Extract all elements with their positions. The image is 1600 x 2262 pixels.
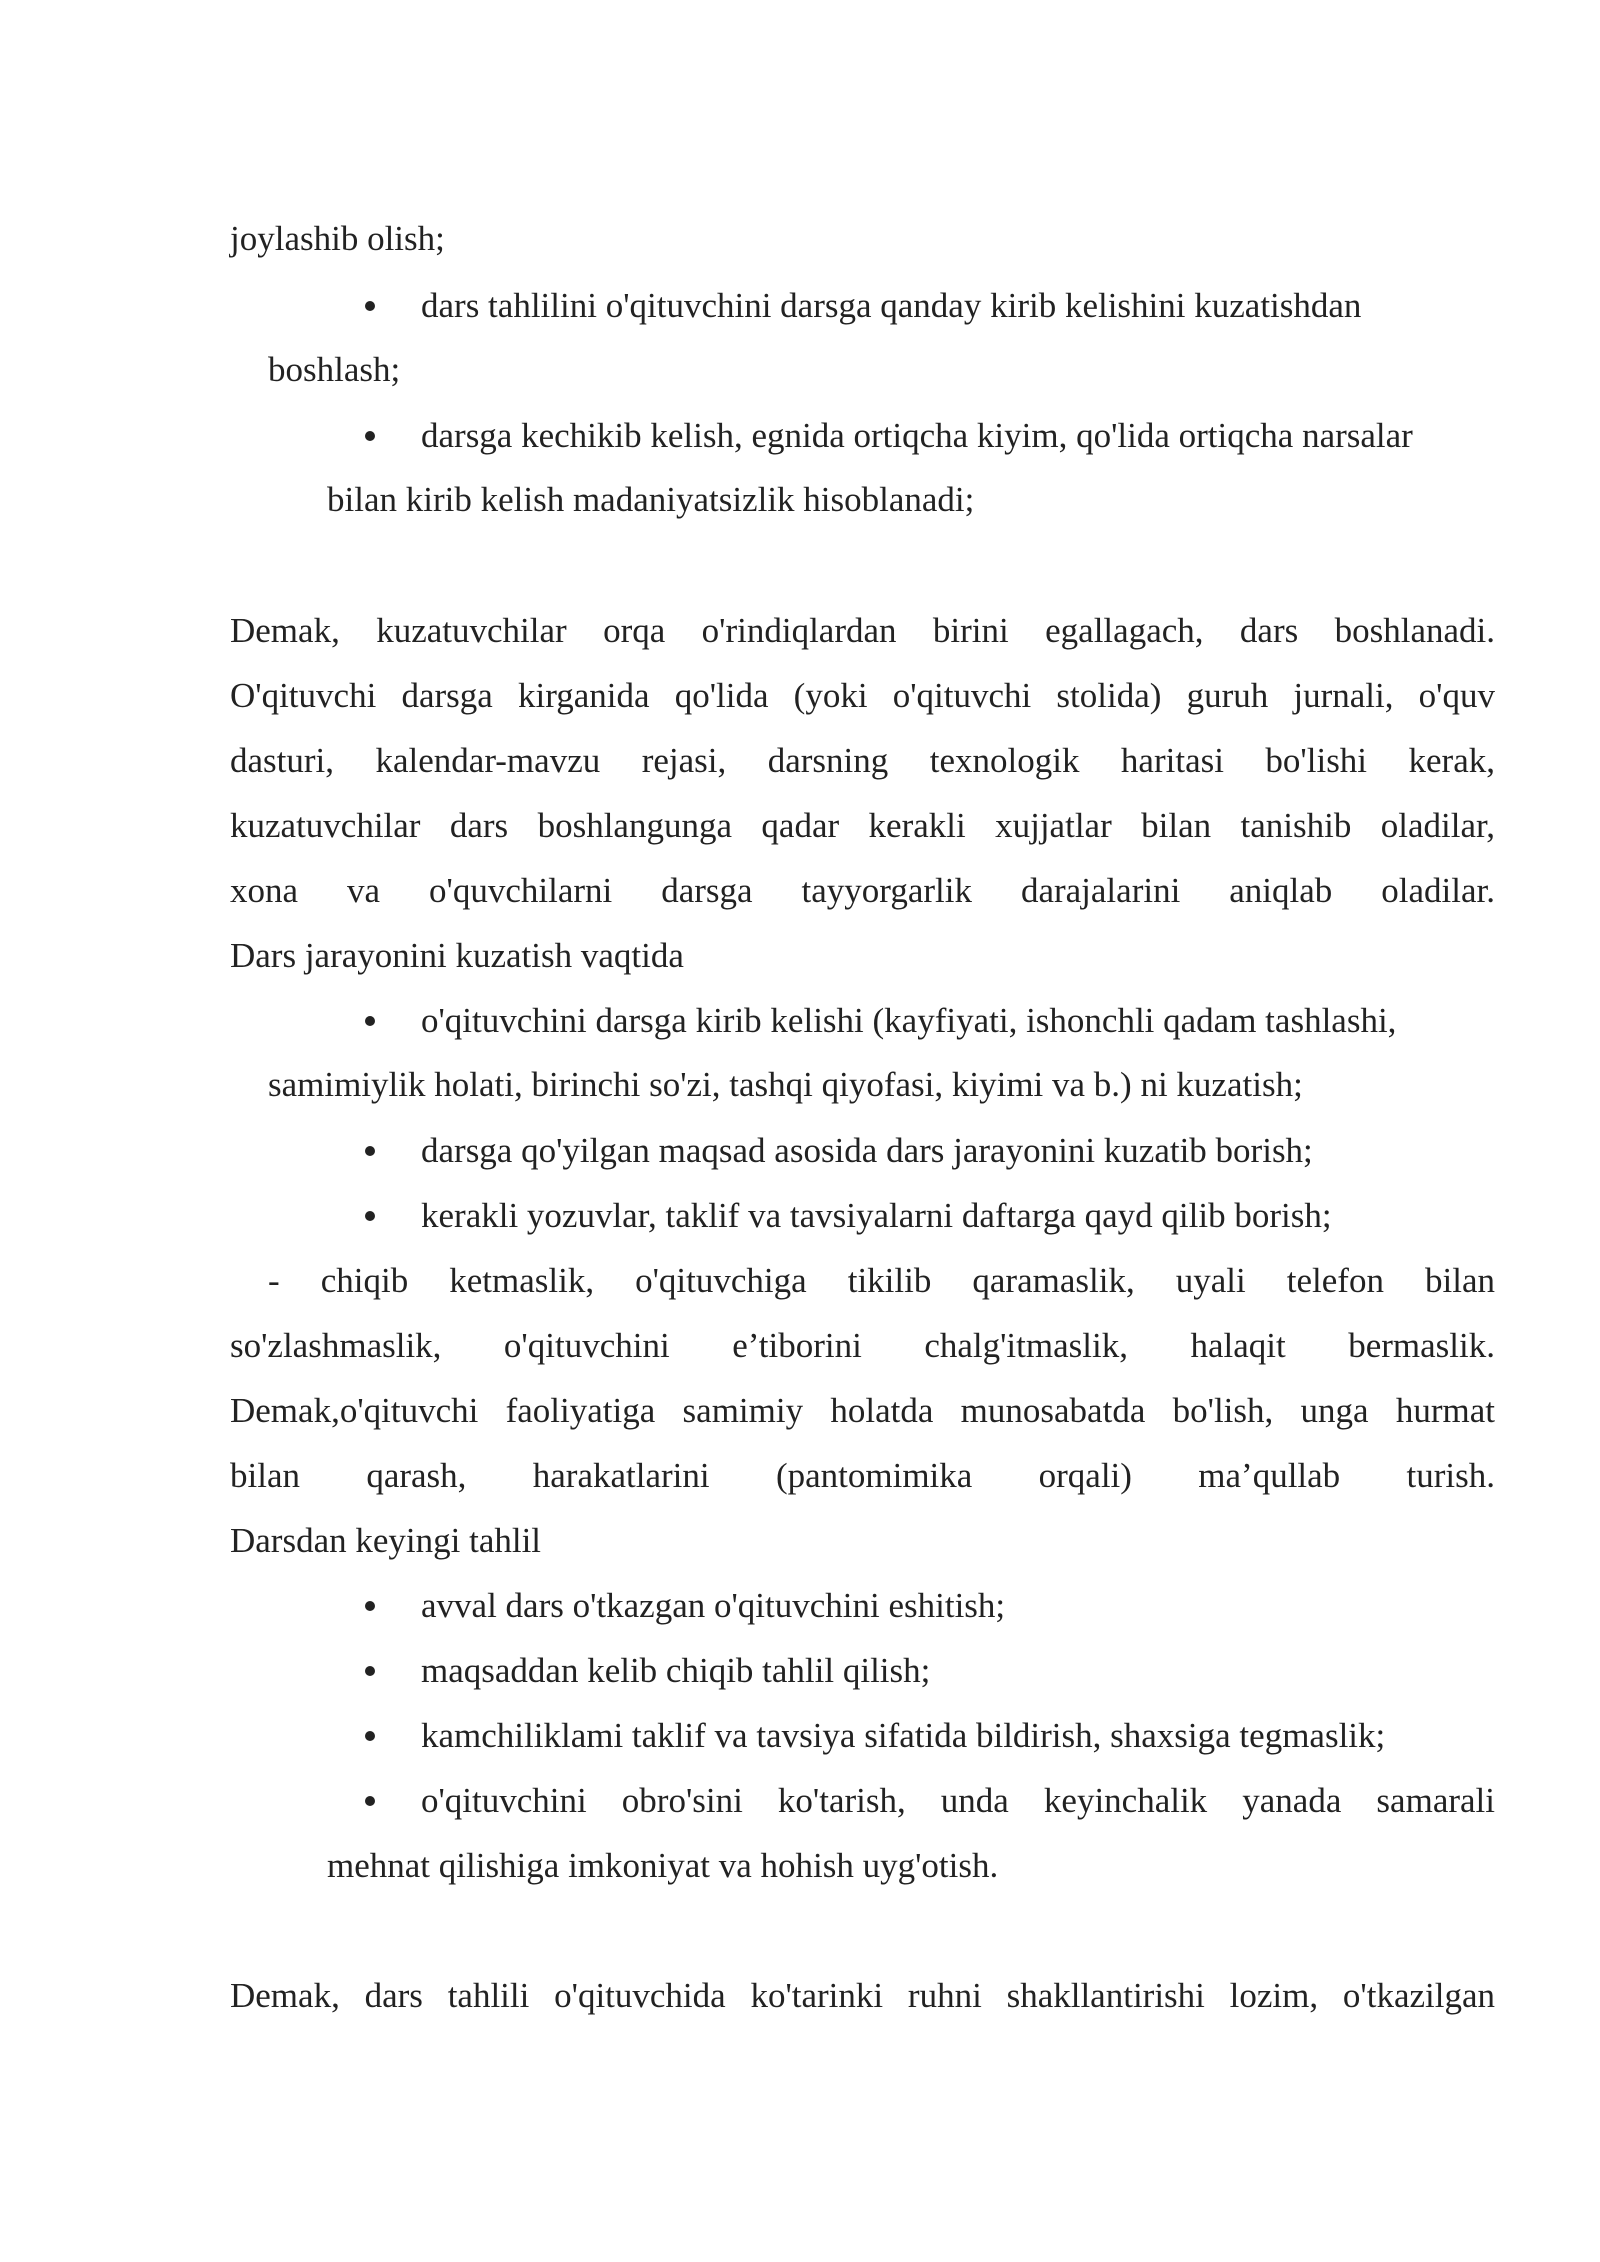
bullet-item: o'qituvchini obro'sini ko'tarish, unda keyinchalik yanada samarali <box>421 1781 1495 1820</box>
bullet-item: kamchiliklami taklif va tavsiya sifatida bildirish, shaxsiga tegmaslik; <box>421 1716 1386 1755</box>
bullet-icon <box>365 431 375 441</box>
bullet-icon <box>365 1796 375 1806</box>
bullet-icon <box>365 1211 375 1221</box>
paragraph-line: Dars jarayonini kuzatish vaqtida <box>230 936 684 975</box>
bullet-item: o'qituvchini darsga kirib kelishi (kayfiyati, ishonchli qadam tashlashi, <box>421 1001 1397 1040</box>
paragraph-line: Demak, kuzatuvchilar orqa o'rindiqlardan birini egallagach, dars boshlanadi. <box>230 611 1495 650</box>
paragraph-line: O'qituvchi darsga kirganida qo'lida (yoki o'qituvchi stolida) guruh jurnali, o'quv <box>230 676 1495 715</box>
paragraph-line: Demak, dars tahlili o'qituvchida ko'tarinki ruhni shakllantirishi lozim, o'tkazilgan <box>230 1976 1495 2015</box>
paragraph-line: Demak,o'qituvchi faoliyatiga samimiy holatda munosabatda bo'lish, unga hurmat <box>230 1391 1495 1430</box>
paragraph-line: dasturi, kalendar-mavzu rejasi, darsning texnologik haritasi bo'lishi kerak, <box>230 741 1495 780</box>
bullet-item: kerakli yozuvlar, taklif va tavsiyalarni daftarga qayd qilib borish; <box>421 1196 1332 1235</box>
bullet-icon <box>365 1666 375 1676</box>
bullet-icon <box>365 1601 375 1611</box>
text-line: joylashib olish; <box>230 219 445 258</box>
bullet-item-continuation: boshlash; <box>268 350 401 389</box>
paragraph-line: - chiqib ketmaslik, o'qituvchiga tikilib qaramaslik, uyali telefon bilan <box>268 1261 1495 1300</box>
bullet-item: avval dars o'tkazgan o'qituvchini eshitish; <box>421 1586 1006 1625</box>
bullet-item-continuation: bilan kirib kelish madaniyatsizlik hisoblanadi; <box>327 480 975 519</box>
paragraph-line: Darsdan keyingi tahlil <box>230 1521 542 1560</box>
paragraph-line: so'zlashmaslik, o'qituvchini e’tiborini chalg'itmaslik, halaqit bermaslik. <box>230 1326 1495 1365</box>
paragraph-line: bilan qarash, harakatlarini (pantomimika orqali) ma’qullab turish. <box>230 1456 1495 1495</box>
bullet-icon <box>365 301 375 311</box>
bullet-item: maqsaddan kelib chiqib tahlil qilish; <box>421 1651 931 1690</box>
bullet-icon <box>365 1016 375 1026</box>
bullet-item: darsga qo'yilgan maqsad asosida dars jarayonini kuzatib borish; <box>421 1131 1313 1170</box>
bullet-item: dars tahlilini o'qituvchini darsga qanday kirib kelishini kuzatishdan <box>421 286 1362 325</box>
bullet-icon <box>365 1146 375 1156</box>
bullet-item-continuation: samimiylik holati, birinchi so'zi, tashqi qiyofasi, kiyimi va b.) ni kuzatish; <box>268 1065 1303 1104</box>
paragraph-line: kuzatuvchilar dars boshlangunga qadar kerakli xujjatlar bilan tanishib oladilar, <box>230 806 1495 845</box>
bullet-icon <box>365 1731 375 1741</box>
bullet-item-continuation: mehnat qilishiga imkoniyat va hohish uyg'otish. <box>327 1846 999 1885</box>
bullet-item: darsga kechikib kelish, egnida ortiqcha kiyim, qo'lida ortiqcha narsalar <box>421 416 1413 455</box>
paragraph-line: xona va o'quvchilarni darsga tayyorgarlik darajalarini aniqlab oladilar. <box>230 871 1495 910</box>
